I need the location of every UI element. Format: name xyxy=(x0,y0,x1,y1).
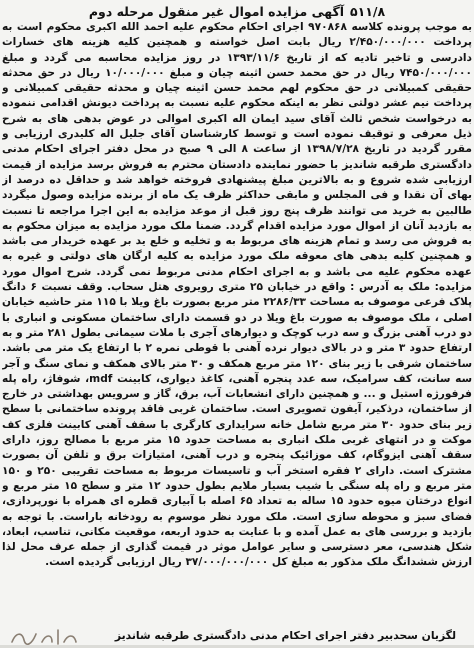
notice-signature: لگزیان سحدبیر دفتر اجرای احکام مدنی دادگستری طرقبه شاندیز xyxy=(114,629,456,642)
notice-title: آگهی مزایده اموال غیر منقول مرحله دوم xyxy=(88,3,345,19)
notice-header xyxy=(0,2,474,20)
notice-body: به موجب پرونده کلاسه ۹۷۰۸۶۸ اجرای احکام محکوم علیه احمد الله اکبری محکوم است به پرداخت ۲/۴۵۰/۰۰۰/۰۰۰ ریال بابت اصل خواسته و همچنین کلیه هزینه های خسارات دادرسی و تاخیر تادیه که از تاریخ ۱۳۹۳/۱۱/۶ در روز مزایده محاسبه می گردد و مبلغ ۷۴۵۰/۰۰۰/۰۰۰ ریال در حق محمد حسن اثینه چیان و مبلغ ۱۰/۰۰۰/۰۰۰ ریال در حق محدثه حقیقی کمبیلانی در حق محکوم لهم محمد حسن اثینه چیان و محدثه حقیقی کمبیلانی و پرداخت نیم عشر دولتی نظر به اینکه محکوم علیه نسبت به پرداخت دیونش اقدامی ننموده به درخواست شخص ثالث آقای سید ایمان اله اکبری اموالی در عوض بدهی های به شرح ذیل معرفی و توقیف نموده است و توسط کارشناسان آقای جلیل اله کلیدری ارزیابی و مقرر گردید در تاریخ ۱۳۹۸/۷/۲۸ از ساعت ۸ الی ۹ صبح در محل دفتر اجرای احکام مدنی دادگستری طرقبه شاندیز با حضور نماینده دادستان محترم به فروش برسد مزایده از قیمت ارزیابی شده شروع و به بالاترین مبلغ پیشنهادی فروخته خواهد شد و حداقل ده درصد از بهای آن نقدا و فی المجلس و مابقی حداکثر ظرف یک ماه از برنده مزایده وصول میگردد طالبین به خرید می توانند ظرف پنج روز قبل از موعد مزایده به این اجرا مراجعه تا نسبت به بازدید آنان از اموال مورد مزایده اقدام گردد. ضمنا ملک مورد مزایده به میزان محکوم به به فروش می رسد و تمام هزینه های مربوط به و تخلیه و خلع ید بر عهده خریدار می باشد و همچنین کلیه بدهی های معوقه ملک مورد مزایده به کلیه ارگان های دولتی و غیره به عهده محکوم علیه می باشد و به اجرای احکام مدنی مربوط نمی گردد. شرح اموال مورد مزایده: ملک به آدرس : واقع در خیابان ۲۵ متری رویروی هتل سحاب. وقف نسبت ۶ دانگ پلاک فرعی موصوف به مساحت ۲۲۸۶/۳۳ متر مربع بصورت باغ ویلا با ۱۱۵ متر حاشیه خیابان اصلی ، ملک موصوف به صورت باغ ویلا در دو قسمت دارای ساختمان مسکونی و انباری با دو درب آهنی بزرگ و سه درب کوچک و دیوارهای آجری با ملات سیمانی بطول ۲۸۱ متر و به ارتفاع حدود ۳ متر و در بالای دیوار نرده آهنی با قوطی نمره ۲ با ارتفاع یک متر می باشد. ساختمان شرقی با زیر بنای ۱۲۰ متر مربع همکف و ۳۰ متر بالای همکف و نمای سنگ و آجر سه سانت، کف سرامیک، سه عدد پنجره آهنی، کاغذ دیواری، کابینت mdf، شوفاژ، راه پله فرفورژه استیل و ... و همچنین دارای انشعابات آب، برق، گاز و سرویس بهداشتی در خارج از ساختمان، درذکیر، آیفون تصویری است. ساختمان غربی فاقد پرونده ساختمانی با سطح زیر بنای حدود ۳۰ متر مربع شامل خانه سرایداری کارگری با سقف آهنی کابینت فلزی کف موکت و در انتهای غربی ملک انباری به مساحت حدود ۱۵ متر مربع با مصالح روز، دارای سقف آهنی ایزوگام، کف موزائیک پنجره و درب آهنی، امتیازات برق و تلفن آن بصورت مشترک است. دارای ۲ فقره استخر آب و تاسیسات مربوط به مساحت تقریبی ۲۵۰ و ۱۵۰ متر مربع و راه پله سنگی با شیب بسیار ملایم بطول حدود ۱۲ متر و سطح ۱۵ متر مربع و انواع درختان میوه حدود ۱۵ ساله به تعداد ۶۵ اصله با آبیاری قطره ای همراه با نورپردازی، فضای سبز و محوطه سازی است. ملک مورد نظر موسوم به رودخانه باراست. با توجه به بازدید و بررسی های به عمل آمده و با عنایت به حدود اربعه، موقعیت مکانی، تناسب، ابعاد، شکل هندسی، معر دسترسی و سایر عوامل موثر در قیمت گذاری از جمله عرف محل لذا ارزش ششدانگ ملک مذکور به مبلغ کل ۳۷/۰۰۰/۰۰۰/۰۰۰ ریال ارزیابی گردیده است. xyxy=(2,21,472,569)
notice-number: ۵۱۱/۸ xyxy=(350,3,386,19)
